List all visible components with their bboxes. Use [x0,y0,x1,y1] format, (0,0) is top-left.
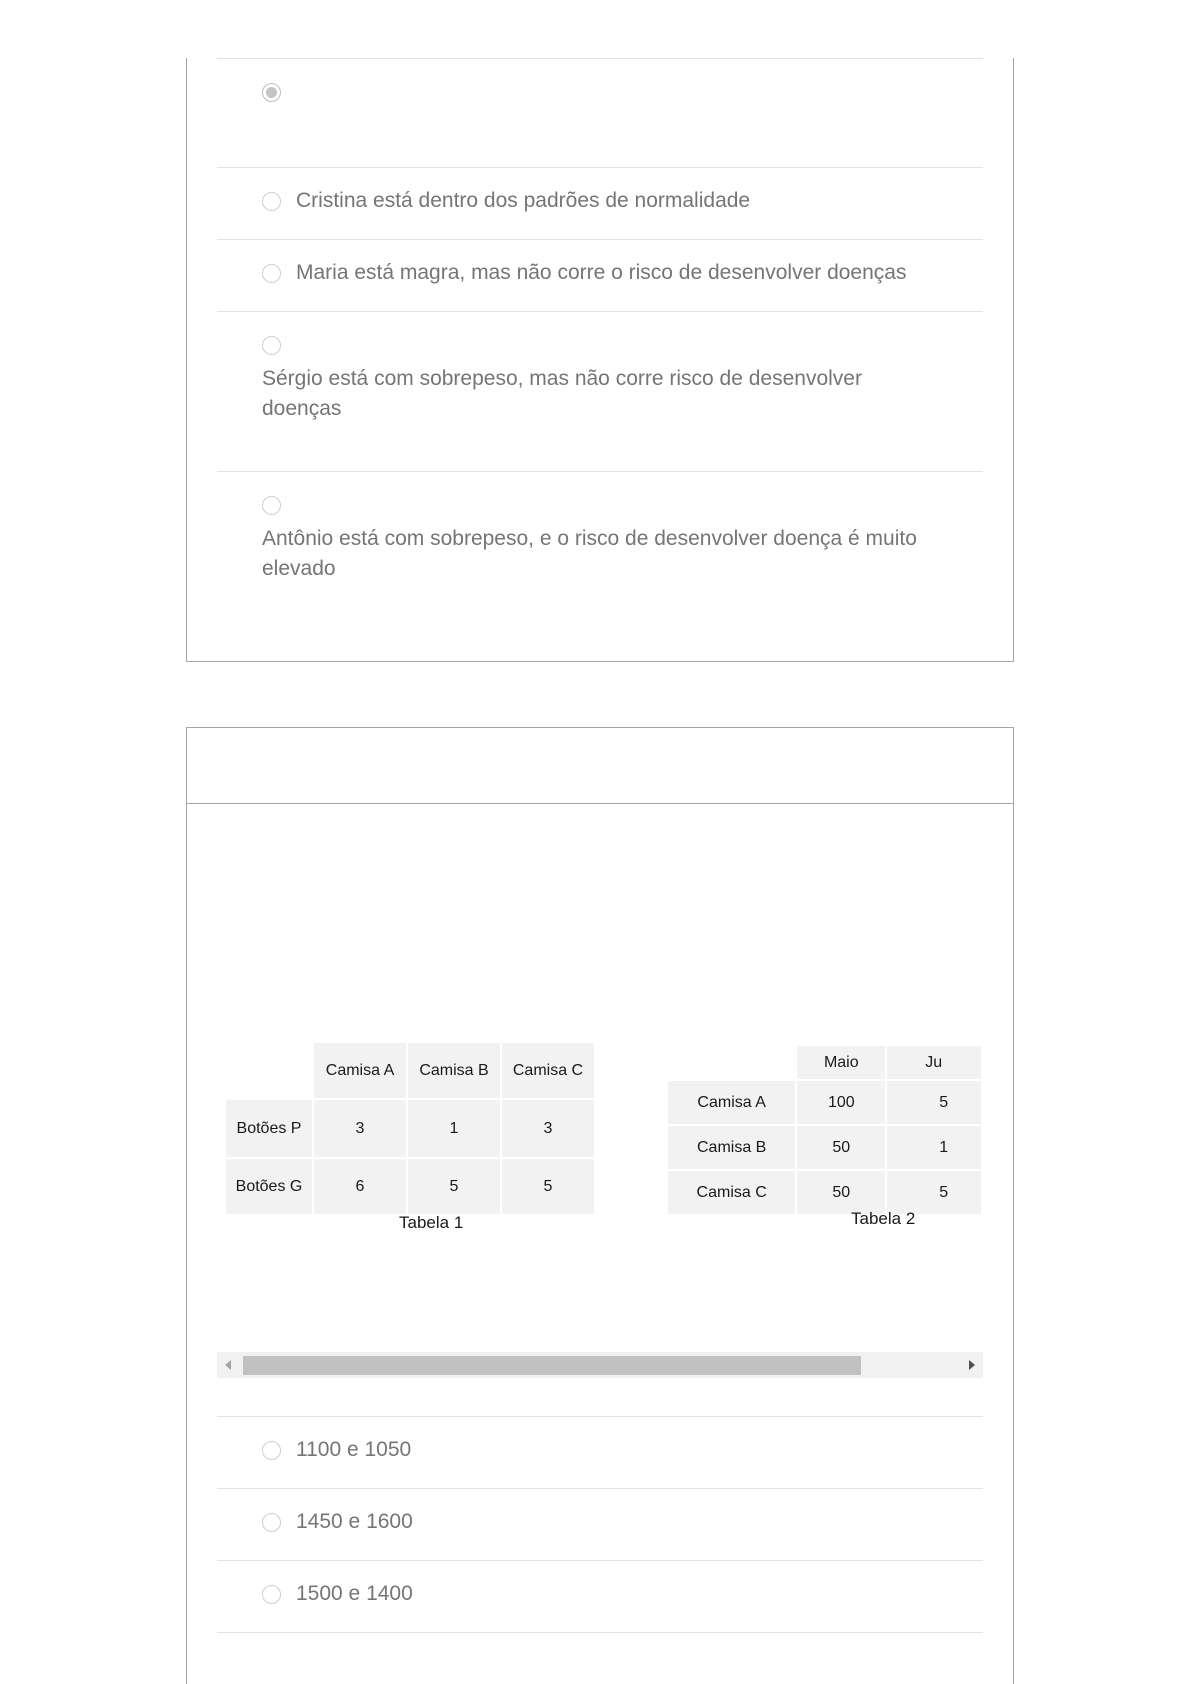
answer-option-label: Antônio está com sobrepeso, e o risco de desenvolver doença é muito elevado [262,527,917,580]
answer-option-2[interactable] [217,167,983,239]
radio-button[interactable] [262,496,281,515]
question-header [187,728,1013,804]
table-row-label: Botões G [226,1159,312,1214]
table-cell: 6 [314,1159,406,1214]
answer-option-3[interactable] [217,1560,983,1632]
table-cell: 3 [314,1100,406,1157]
answer-option-5[interactable] [217,471,983,631]
table-row-label: Botões P [226,1100,312,1157]
table-cell: 5 [408,1159,500,1214]
radio-button[interactable] [262,264,281,283]
table-row-label: Camisa A [668,1081,795,1124]
answer-option-1[interactable] [217,1416,983,1488]
radio-button-selected[interactable] [262,83,281,102]
table-2 [666,1044,983,1216]
table-row-label: Camisa C [668,1171,795,1214]
table-row [226,1159,594,1214]
answer-option-label: Maria está magra, mas não corre o risco de desenvolver doenças [296,261,907,284]
table-1 [224,1041,596,1216]
radio-button[interactable] [262,192,281,211]
table-cell: 50 [797,1171,885,1214]
table-header-cell: Maio [797,1046,885,1079]
table-cell: 1 [887,1126,981,1169]
table-header-cell: Camisa C [502,1043,594,1098]
table-cell: 50 [797,1126,885,1169]
table-cell: 5 [887,1081,981,1124]
scroll-right-arrow-icon[interactable] [969,1360,975,1370]
radio-button[interactable] [262,1585,281,1604]
answer-option-4[interactable] [217,311,983,471]
radio-button[interactable] [262,1441,281,1460]
table-1-caption: Tabela 1 [399,1213,464,1232]
table-2-caption: Tabela 2 [851,1209,916,1228]
table-header-cell: Ju [887,1046,981,1079]
table-cell: 5 [502,1159,594,1214]
table-cell: 3 [502,1100,594,1157]
table-row-label: Camisa B [668,1126,795,1169]
radio-button[interactable] [262,1513,281,1532]
answer-option-label: 1450 e 1600 [296,1510,413,1533]
question-card-2 [186,727,1014,1684]
scrollbar-thumb[interactable] [243,1356,861,1375]
answer-option-2[interactable] [217,1488,983,1560]
answer-option-1[interactable] [217,58,983,167]
question-card-1 [186,58,1014,662]
answer-option-label: Sérgio está com sobrepeso, mas não corre risco de desenvolver doenças [262,367,862,420]
table-row [668,1126,981,1169]
table-row [226,1100,594,1157]
answer-option-divider [217,1632,983,1652]
table-row [668,1081,981,1124]
question-content [217,804,983,1352]
answer-option-label: 1100 e 1050 [296,1438,412,1461]
horizontal-scrollbar[interactable] [217,1352,983,1378]
table-cell: 100 [797,1081,885,1124]
scroll-left-arrow-icon[interactable] [225,1360,231,1370]
table-cell: 1 [408,1100,500,1157]
table-header-cell: Camisa A [314,1043,406,1098]
table-header-cell: Camisa B [408,1043,500,1098]
table-cell: 5 [887,1171,981,1214]
answer-option-3[interactable] [217,239,983,311]
table-row [668,1171,981,1214]
answer-option-label: Cristina está dentro dos padrões de normalidade [296,189,751,212]
radio-button[interactable] [262,336,281,355]
answer-option-label: 1500 e 1400 [296,1582,413,1605]
